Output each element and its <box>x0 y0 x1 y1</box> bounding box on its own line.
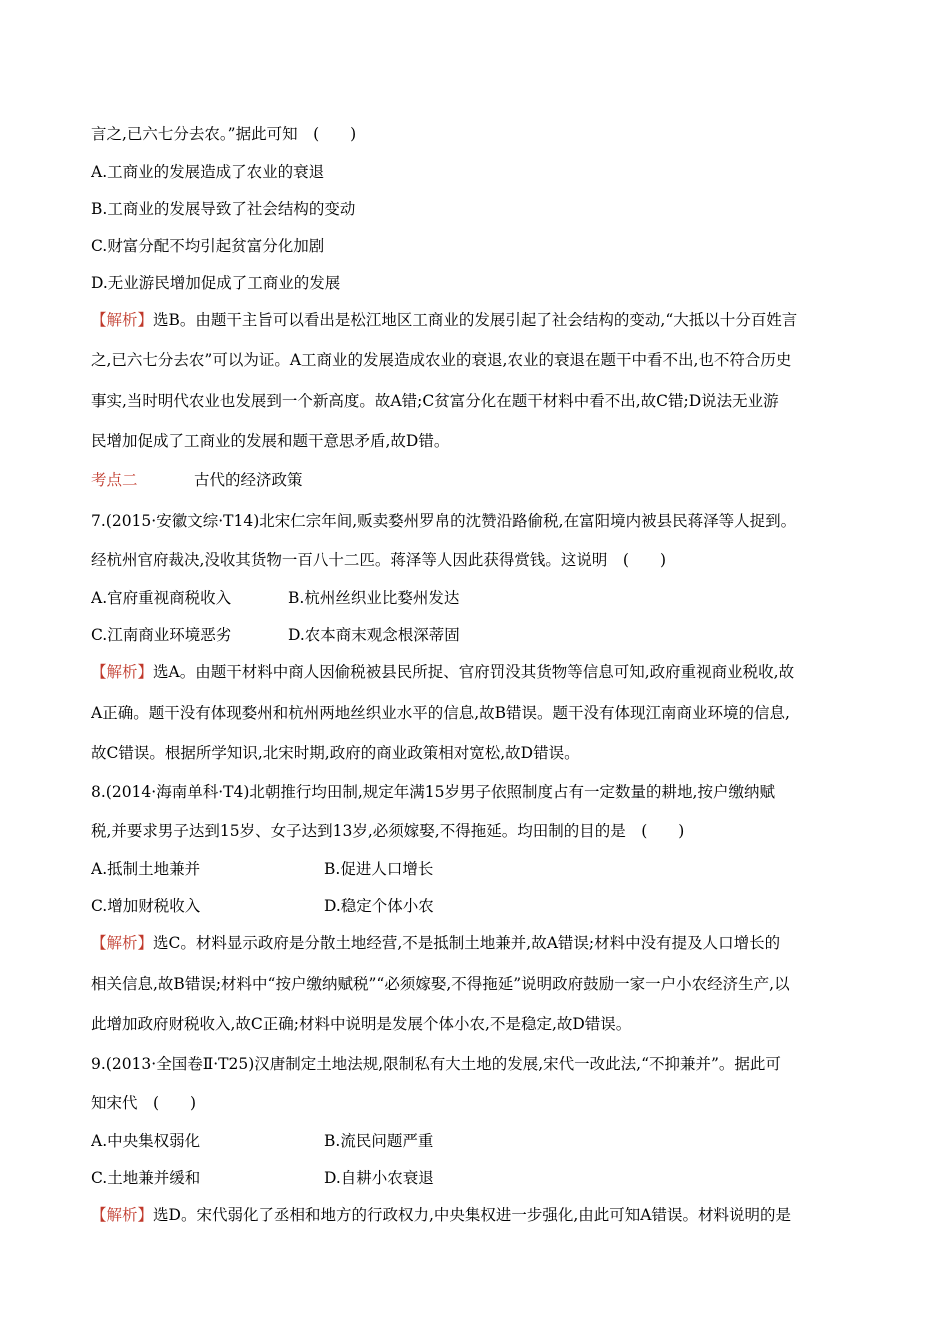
q7-option-c: C.江南商业环境恶劣 <box>91 626 232 644</box>
q9-stem-line-1: 9.(2013·全国卷Ⅱ·T25)汉唐制定土地法规,限制私有大土地的发展,宋代一改此法,“不抑兼并”。据此可 <box>91 1055 781 1073</box>
q6-analysis-line-2: 之,已六七分去农”可以为证。A工商业的发展造成农业的衰退,农业的衰退在题干中看不出,也不符合历史 <box>91 351 792 369</box>
analysis-tag: 【解析】 <box>91 663 154 681</box>
section-title: 古代的经济政策 <box>194 471 303 489</box>
q9-option-c: C.土地兼并缓和 <box>91 1169 201 1187</box>
q7-analysis-line-3: 故C错误。根据所学知识,北宋时期,政府的商业政策相对宽松,故D错误。 <box>91 744 580 762</box>
q7-options-row-2 <box>91 625 871 645</box>
q6-option-b: B.工商业的发展导致了社会结构的变动 <box>91 200 356 218</box>
section-heading <box>91 470 871 490</box>
q6-analysis-line-3: 事实,当时明代农业也发展到一个新高度。故A错;C贫富分化在题干材料中看不出,故C错;D说法无业游 <box>91 392 779 410</box>
q9-options-row-1 <box>91 1131 871 1151</box>
q7-analysis-line-1 <box>91 662 871 682</box>
q9-stem-line-2: 知宋代 ( ) <box>91 1094 197 1112</box>
q6-analysis-text-1: 选B。由题干主旨可以看出是松江地区工商业的发展引起了社会结构的变动,“大抵以十分百姓言 <box>153 311 798 329</box>
q9-option-b: B.流民问题严重 <box>324 1132 434 1150</box>
q8-options-row-1 <box>91 859 871 879</box>
q8-analysis-line-1 <box>91 933 871 953</box>
q8-option-c: C.增加财税收入 <box>91 897 201 915</box>
q7-stem-line-2: 经杭州官府裁决,没收其货物一百八十二匹。蒋泽等人因此获得赏钱。这说明 ( ) <box>91 551 667 569</box>
q7-option-a: A.官府重视商税收入 <box>91 589 232 607</box>
q8-analysis-line-2: 相关信息,故B错误;材料中“按户缴纳赋税”“必须嫁娶,不得拖延”说明政府鼓励一家一户小农经济生产,以 <box>91 975 790 993</box>
q9-option-d: D.自耕小农衰退 <box>324 1169 434 1187</box>
q8-stem-line-1: 8.(2014·海南单科·T4)北朝推行均田制,规定年满15岁男子依照制度占有一定数量的耕地,按户缴纳赋 <box>91 783 775 801</box>
q7-analysis-text-1: 选A。由题干材料中商人因偷税被县民所捉、官府罚没其货物等信息可知,政府重视商业税收,故 <box>153 663 795 681</box>
analysis-tag: 【解析】 <box>91 934 154 952</box>
analysis-tag: 【解析】 <box>91 1206 154 1224</box>
q7-option-b: B.杭州丝织业比婺州发达 <box>288 589 460 607</box>
q9-analysis-text-1: 选D。宋代弱化了丞相和地方的行政权力,中央集权进一步强化,由此可知A错误。材料说明的是 <box>153 1206 791 1224</box>
q9-options-row-2 <box>91 1168 871 1188</box>
q8-analysis-text-1: 选C。材料显示政府是分散土地经营,不是抵制土地兼并,故A错误;材料中没有提及人口增长的 <box>153 934 781 952</box>
q7-analysis-line-2: A正确。题干没有体现婺州和杭州两地丝织业水平的信息,故B错误。题干没有体现江南商业环境的信息, <box>91 704 790 722</box>
q8-option-a: A.抵制土地兼并 <box>91 860 201 878</box>
q9-option-a: A.中央集权弱化 <box>91 1132 201 1150</box>
q6-stem-tail: 言之,已六七分去农。”据此可知 ( ) <box>91 125 357 143</box>
q8-option-d: D.稳定个体小农 <box>324 897 434 915</box>
analysis-tag: 【解析】 <box>91 311 154 329</box>
q6-analysis-line-4: 民增加促成了工商业的发展和题干意思矛盾,故D错。 <box>91 432 450 450</box>
q6-option-a: A.工商业的发展造成了农业的衰退 <box>91 163 325 181</box>
q8-stem-line-2: 税,并要求男子达到15岁、女子达到13岁,必须嫁娶,不得拖延。均田制的目的是 ( ) <box>91 822 685 840</box>
q9-analysis-line-1 <box>91 1205 871 1225</box>
q8-analysis-line-3: 此增加政府财税收入,故C正确;材料中说明是发展个体小农,不是稳定,故D错误。 <box>91 1015 632 1033</box>
q6-option-d: D.无业游民增加促成了工商业的发展 <box>91 274 341 292</box>
q6-option-c: C.财富分配不均引起贫富分化加剧 <box>91 237 325 255</box>
q7-stem-line-1: 7.(2015·安徽文综·T14)北宋仁宗年间,贩卖婺州罗帛的沈赞沿路偷税,在富阳境内被县民蒋泽等人捉到。 <box>91 512 797 530</box>
q7-option-d: D.农本商末观念根深蒂固 <box>288 626 460 644</box>
q8-options-row-2 <box>91 896 871 916</box>
section-label: 考点二 <box>91 471 138 489</box>
q6-analysis-line-1 <box>91 310 871 330</box>
q7-options-row-1 <box>91 588 871 608</box>
q8-option-b: B.促进人口增长 <box>324 860 434 878</box>
